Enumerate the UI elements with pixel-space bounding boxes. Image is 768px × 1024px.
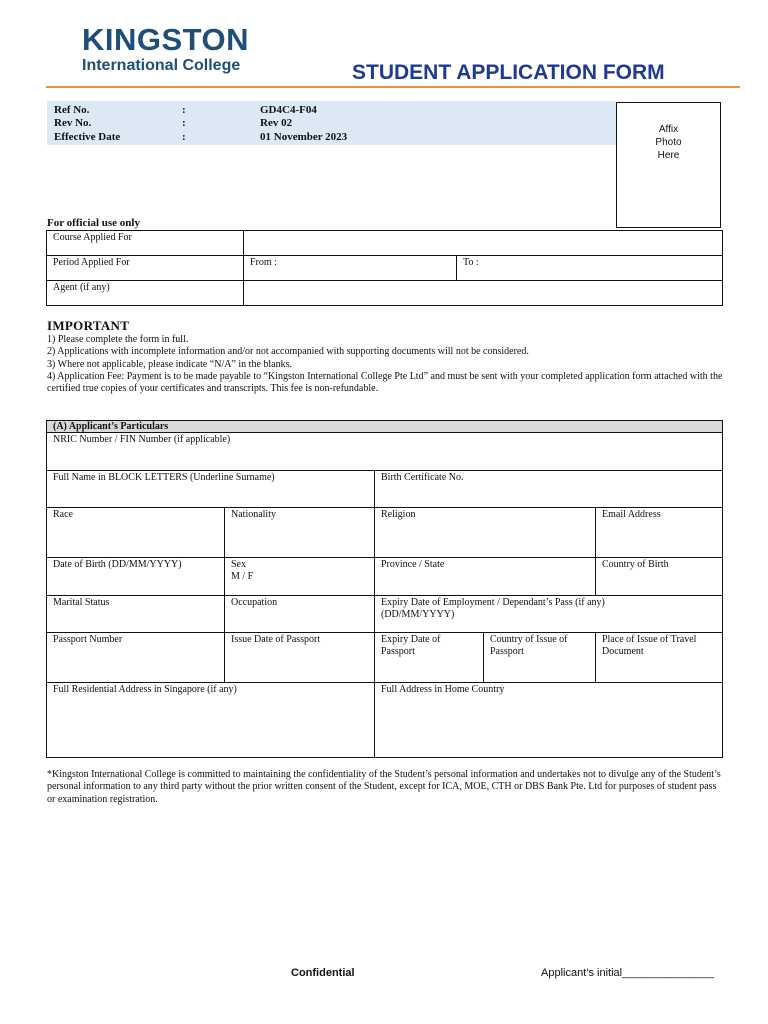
passport-number-label: Passport Number [53, 634, 123, 645]
passport-number-field[interactable] [47, 633, 225, 683]
list-item: 3) Where not applicable, please indicate “N/A” in the blanks. [47, 358, 292, 370]
table-row [47, 508, 723, 558]
confidentiality-notice: *Kingston International College is committed to maintaining the confidentiality of the Student’s personal information and undertakes not to divulge any of the Student’s personal information to any third party without the prior written consent of the Student, except for ICA, MOE, CTH or DBS Bank Pte. Ltd for purposes of student pass or examination registration. [47, 769, 721, 805]
passport-issue-date-field[interactable] [225, 633, 375, 683]
college-logo-subtitle: International College [82, 57, 241, 74]
important-heading: IMPORTANT [47, 318, 130, 333]
meta-separator: : [182, 104, 186, 116]
table-row [47, 471, 723, 508]
passport-issue-country-label-2: Passport [490, 646, 524, 657]
table-row [47, 231, 723, 256]
religion-label: Religion [381, 509, 416, 520]
race-field[interactable] [47, 508, 225, 558]
home-address-field[interactable] [375, 683, 723, 758]
section-a-title: (A) Applicant’s Particulars [47, 421, 723, 433]
pass-expiry-field[interactable] [375, 596, 723, 633]
birth-cert-label: Birth Certificate No. [381, 472, 464, 483]
sg-address-field[interactable] [47, 683, 375, 758]
passport-issue-date-label: Issue Date of Passport [231, 634, 321, 645]
official-use-label: For official use only [47, 217, 140, 229]
home-address-label: Full Address in Home Country [381, 684, 505, 695]
nric-field[interactable] [47, 433, 723, 471]
nric-label: NRIC Number / FIN Number (if applicable) [53, 434, 231, 445]
official-use-table [46, 230, 723, 306]
footer-applicant-initial: Applicant’s initial_______________ [541, 967, 714, 979]
occupation-field[interactable] [225, 596, 375, 633]
occupation-label: Occupation [231, 597, 278, 608]
meta-label: Effective Date [54, 131, 121, 143]
travel-doc-issue-place-label-2: Document [602, 646, 644, 657]
country-of-birth-field[interactable] [596, 558, 723, 596]
table-row [47, 281, 723, 306]
meta-separator: : [182, 131, 186, 143]
sex-field[interactable] [225, 558, 375, 596]
travel-doc-issue-place-field[interactable] [596, 633, 723, 683]
nationality-label: Nationality [231, 509, 276, 520]
table-row [47, 558, 723, 596]
applicant-particulars-table [46, 420, 723, 758]
pass-expiry-label: Expiry Date of Employment / Dependant’s Pass (if any) [381, 597, 605, 608]
marital-status-field[interactable] [47, 596, 225, 633]
passport-issue-country-field[interactable] [484, 633, 596, 683]
email-field[interactable] [596, 508, 723, 558]
important-list [47, 334, 737, 395]
period-from-label: From : [250, 257, 277, 268]
table-row [47, 596, 723, 633]
sex-label: Sex [231, 559, 246, 570]
course-applied-label: Course Applied For [47, 231, 244, 256]
list-item: 2) Applications with incomplete information and/or not accompanied with supporting documents will not be considered. [47, 346, 529, 358]
meta-label: Rev No. [54, 117, 92, 129]
period-from-field[interactable] [244, 256, 457, 281]
race-label: Race [53, 509, 73, 520]
birth-cert-field[interactable] [375, 471, 723, 508]
meta-value: GD4C4-F04 [260, 104, 317, 116]
meta-separator: : [182, 117, 186, 129]
pass-expiry-format: (DD/MM/YYYY) [381, 609, 455, 620]
college-logo-name: KINGSTON [82, 22, 250, 57]
nationality-field[interactable] [225, 508, 375, 558]
passport-expiry-label: Expiry Date of [381, 634, 441, 645]
passport-expiry-label-2: Passport [381, 646, 415, 657]
period-applied-label: Period Applied For [47, 256, 244, 281]
religion-field[interactable] [375, 508, 596, 558]
table-row [47, 683, 723, 758]
sex-options: M / F [231, 571, 254, 582]
country-of-birth-label: Country of Birth [602, 559, 669, 570]
course-applied-field[interactable] [244, 231, 723, 256]
table-row [47, 633, 723, 683]
travel-doc-issue-place-label: Place of Issue of Travel [602, 634, 697, 645]
header-divider [46, 86, 740, 88]
marital-status-label: Marital Status [53, 597, 110, 608]
dob-label: Date of Birth (DD/MM/YYYY) [53, 559, 182, 570]
province-field[interactable] [375, 558, 596, 596]
table-row [47, 256, 723, 281]
dob-field[interactable] [47, 558, 225, 596]
full-name-label: Full Name in BLOCK LETTERS (Underline Surname) [53, 472, 275, 483]
list-item: 1) Please complete the form in full. [47, 334, 189, 345]
meta-label: Ref No. [54, 104, 90, 116]
agent-label: Agent (if any) [47, 281, 244, 306]
agent-field[interactable] [244, 281, 723, 306]
list-item: 4) Application Fee: Payment is to be made payable to “Kingston International College Pte Ltd” and must be sent with your completed application form attached with the certified true copies of your certificates and transcripts. This fee is non-refundable. [47, 370, 723, 395]
period-to-label: To : [463, 257, 479, 268]
period-to-field[interactable] [457, 256, 723, 281]
photo-box-text: Photo [655, 137, 682, 148]
photo-box-text: Affix [658, 124, 679, 135]
province-label: Province / State [381, 559, 445, 570]
meta-value: 01 November 2023 [260, 131, 348, 143]
sg-address-label: Full Residential Address in Singapore (if any) [53, 684, 237, 695]
document-meta-box [47, 101, 617, 145]
meta-value: Rev 02 [260, 117, 293, 129]
full-name-field[interactable] [47, 471, 375, 508]
table-row [47, 433, 723, 471]
table-row [47, 421, 723, 433]
passport-expiry-field[interactable] [375, 633, 484, 683]
photo-box[interactable] [616, 102, 721, 228]
passport-issue-country-label: Country of Issue of [490, 634, 568, 645]
footer-confidential: Confidential [291, 967, 355, 979]
form-title: STUDENT APPLICATION FORM [352, 61, 665, 84]
photo-box-text: Here [657, 150, 680, 161]
email-label: Email Address [602, 509, 661, 520]
